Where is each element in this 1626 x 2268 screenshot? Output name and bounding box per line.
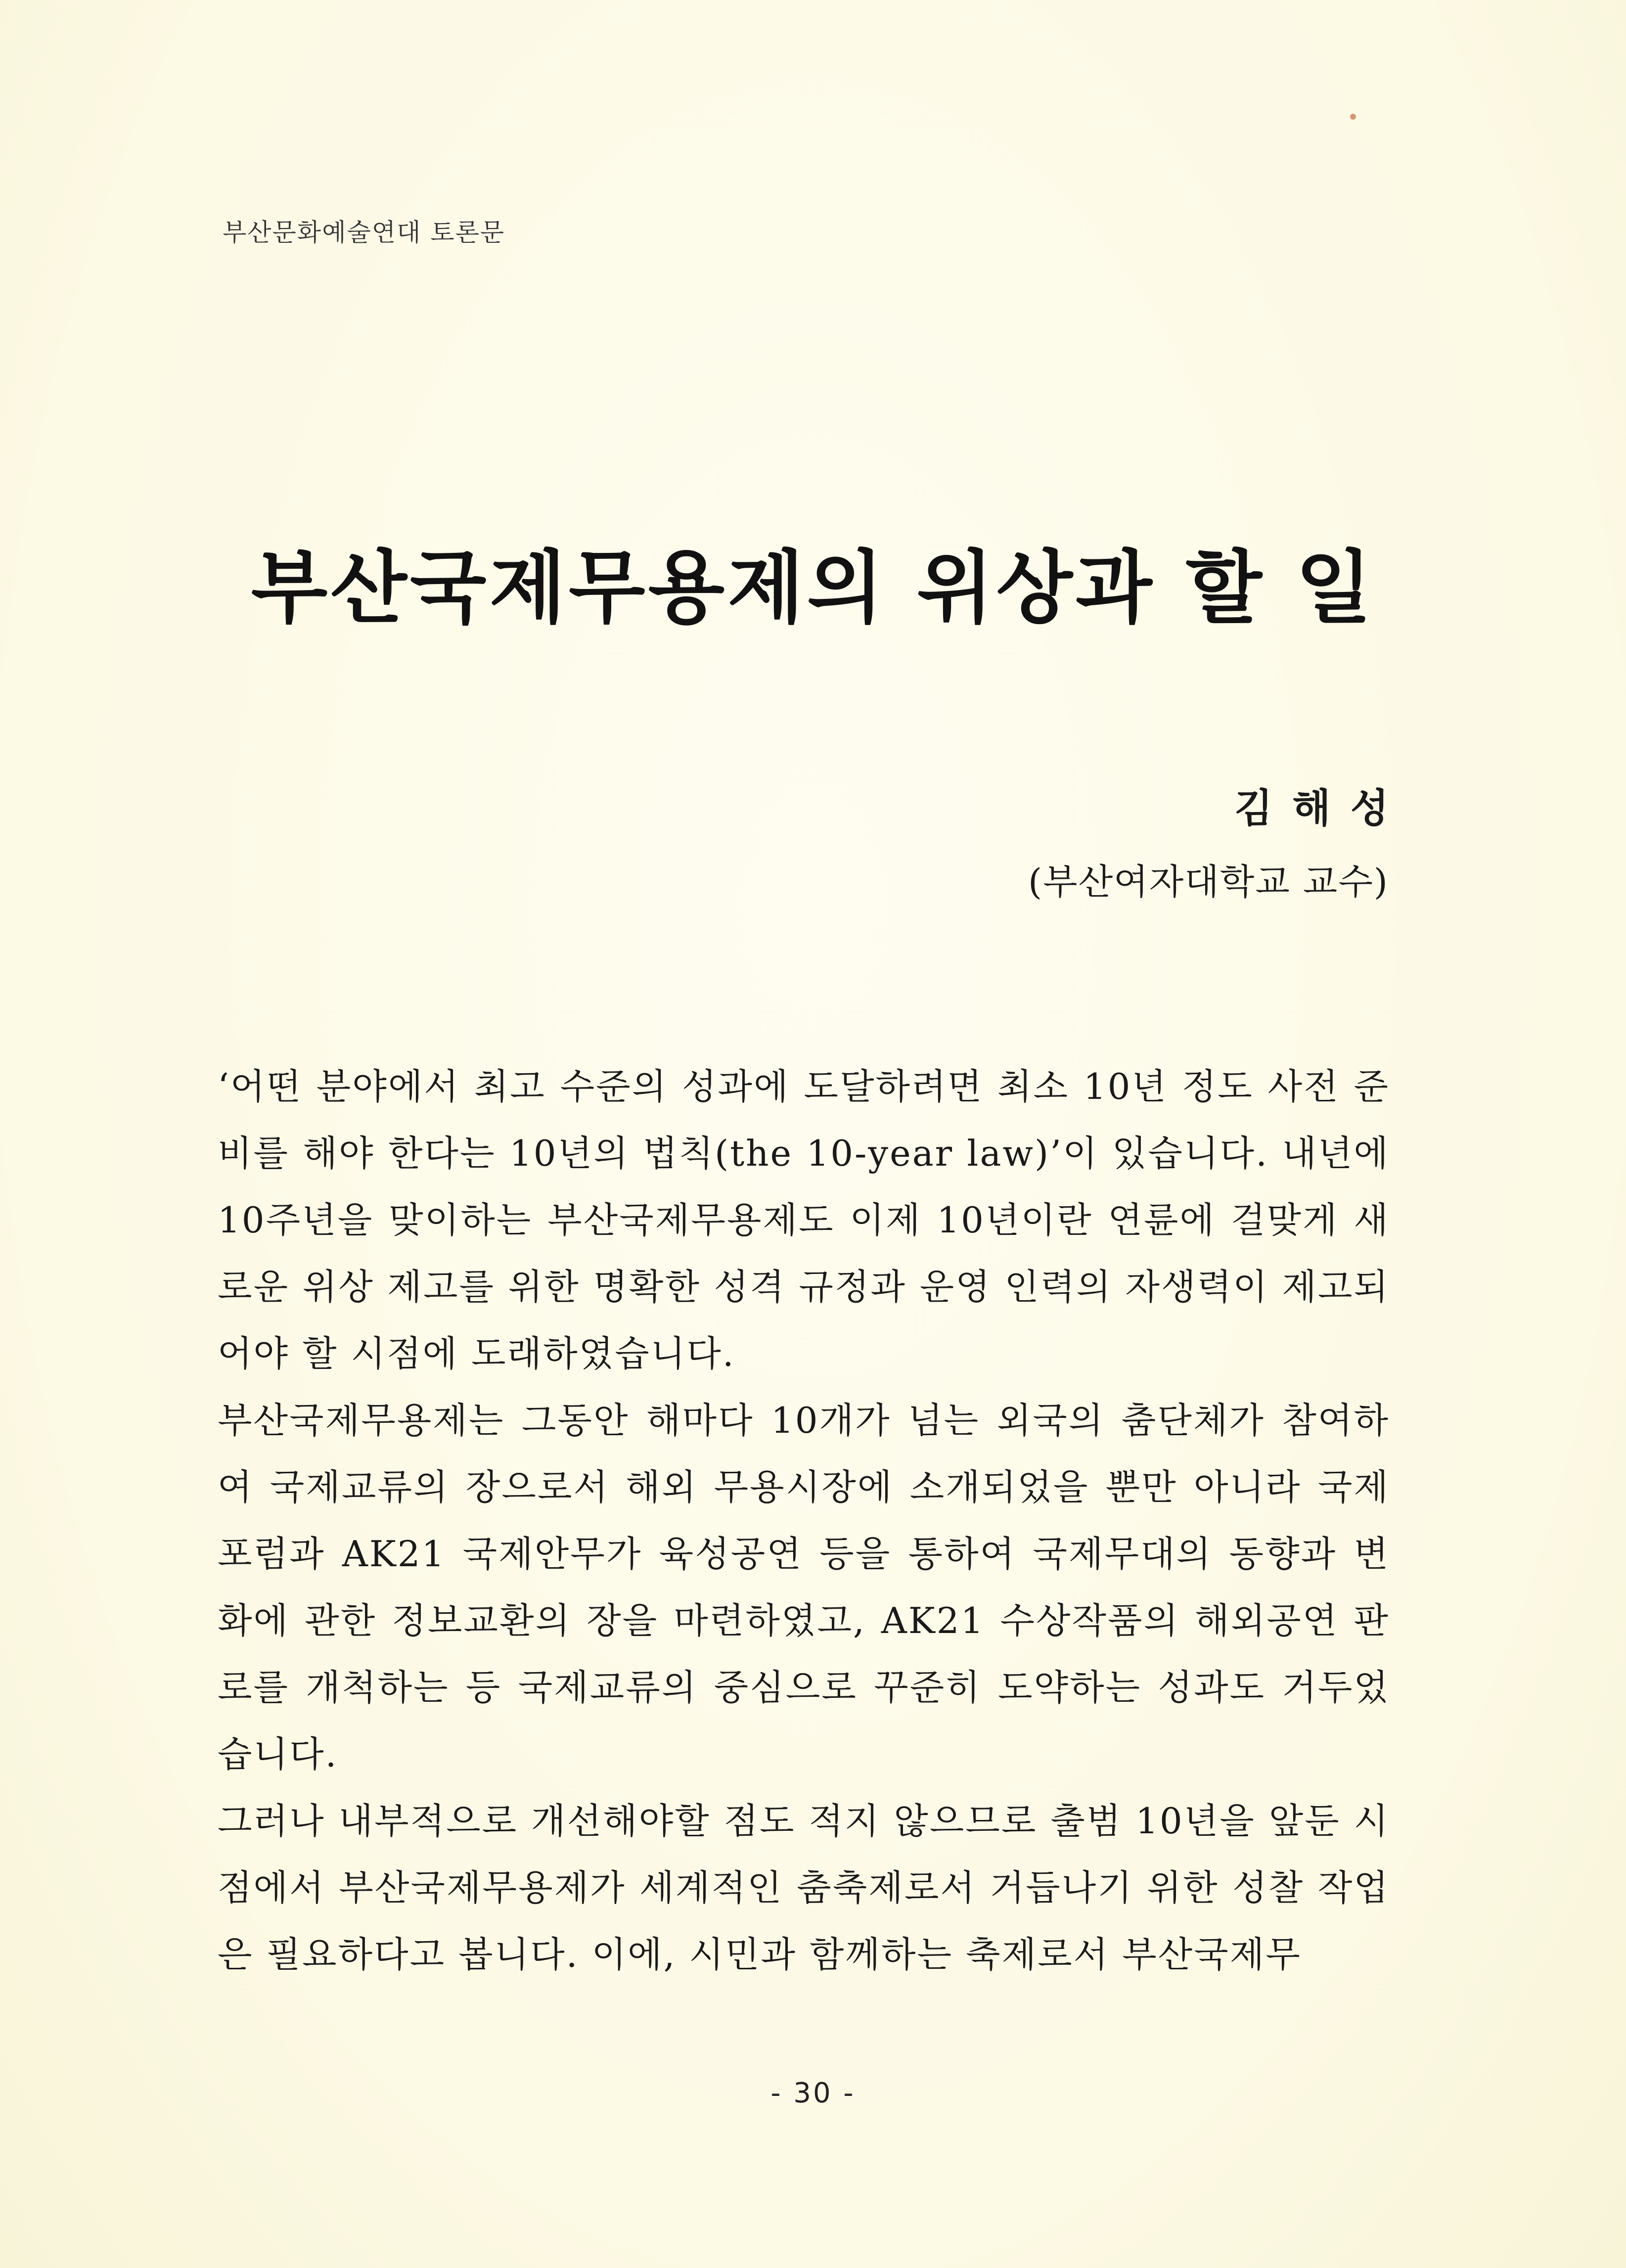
- paper-speck: [1350, 114, 1356, 120]
- paragraph: 그러나 내부적으로 개선해야할 점도 적지 않으므로 출범 10년을 앞둔 시점에서 부산국제무용제가 세계적인 춤축제로서 거듭나기 위한 성찰 작업은 필요하다고 봅니다. 이에, 시민과 함께하는 축제로서 부산국제무: [218, 1800, 1390, 1975]
- paragraph: 부산국제무용제는 그동안 해마다 10개가 넘는 외국의 춤단체가 참여하여 국제교류의 장으로서 해외 무용시장에 소개되었을 뿐만 아니라 국제포럼과 AK21 국제안무가 육성공연 등을 통하여 국제무대의 동향과 변화에 관한 정보교환의 장을 마련하였고, AK21 수상작품의 해외공연 판로를 개척하는 등 국제교류의 중심으로 꾸준히 도약하는 성과도 거두었습니다.: [218, 1400, 1390, 1775]
- author-name: 김해성: [1234, 785, 1408, 831]
- page-number: - 30 -: [770, 2077, 856, 2109]
- document-title: 부산국제무용제의 위상과 할 일: [251, 541, 1375, 634]
- paragraph: ‘어떤 분야에서 최고 수준의 성과에 도달하려면 최소 10년 정도 사전 준비를 해야 한다는 10년의 법칙(the 10-year law)’이 있습니다. 내년에 10주년을 맞이하는 부산국제무용제도 이제 10년이란 연륜에 걸맞게 새로운 위상 제고를 위한 명확한 성격 규정과 운영 인력의 자생력이 제고되어야 할 시점에 도래하였습니다.: [218, 1066, 1390, 1374]
- header-note: 부산문화예술연대 토론문: [223, 218, 505, 247]
- author-affiliation: (부산여자대학교 교수): [1028, 861, 1389, 903]
- body-text: [218, 1053, 1390, 1988]
